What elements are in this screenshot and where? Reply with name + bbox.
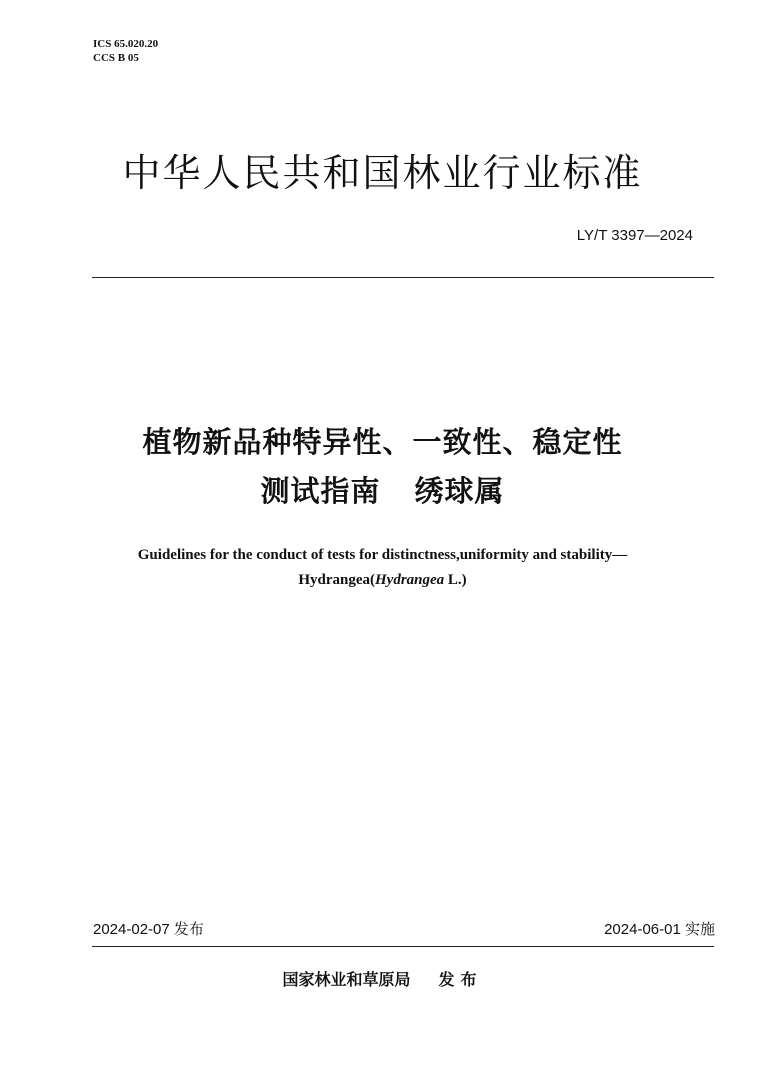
publisher-name: 国家林业和草原局 <box>282 970 411 989</box>
top-divider <box>92 277 714 278</box>
english-title-genus: Hydrangea <box>375 572 445 588</box>
publisher-line <box>0 970 765 990</box>
publish-date: 2024-02-07 发布 <box>93 921 204 938</box>
chinese-title-line-2 <box>0 473 765 509</box>
english-title-prefix: Hydrangea( <box>298 572 375 588</box>
chinese-title-part-a: 测试指南 <box>260 474 381 508</box>
implement-date: 2024-06-01 实施 <box>604 921 715 938</box>
english-title-line-1: Guidelines for the conduct of tests for distinctness,uniformity and stability— <box>137 547 628 563</box>
chinese-title-part-b: 绣球属 <box>414 474 505 508</box>
english-title-suffix: L.) <box>444 572 467 588</box>
ics-code: ICS 65.020.20 <box>93 38 159 50</box>
ccs-code: CCS B 05 <box>93 52 139 64</box>
industry-standard-title: 中华人民共和国林业行业标准 <box>122 151 643 195</box>
bottom-divider <box>92 946 714 947</box>
standard-number: LY/T 3397—2024 <box>576 227 693 244</box>
english-title-line-2 <box>0 570 765 590</box>
chinese-title-line-1: 植物新品种特异性、一致性、稳定性 <box>142 425 623 459</box>
publisher-action: 发布 <box>438 970 483 989</box>
